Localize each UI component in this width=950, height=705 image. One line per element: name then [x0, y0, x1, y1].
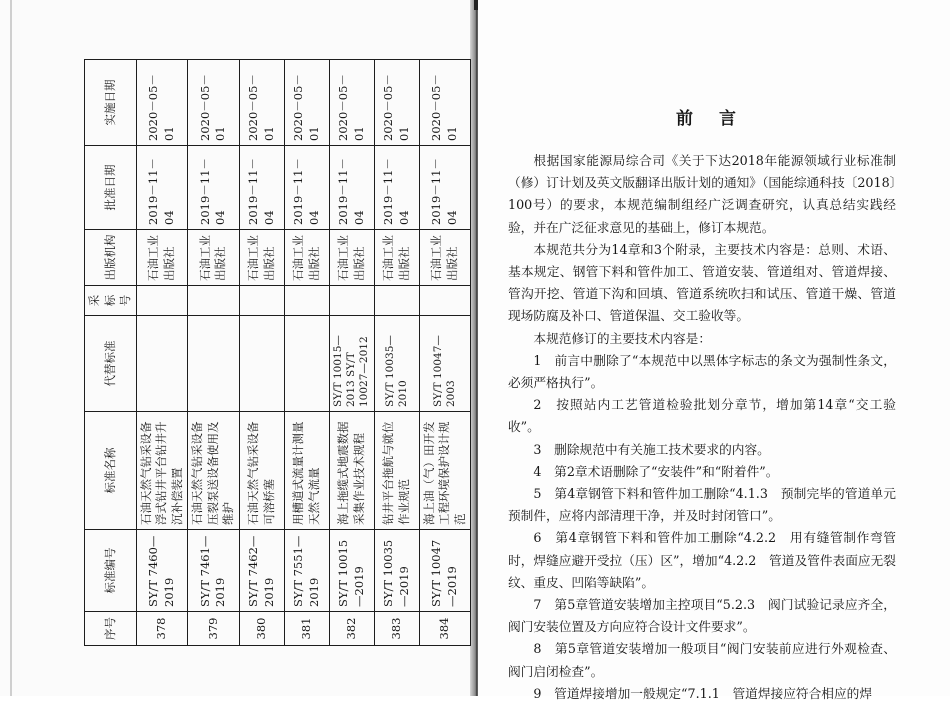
page-title: 前言: [676, 109, 762, 129]
cell-no: 378: [136, 612, 188, 646]
table-row: [239, 60, 284, 646]
cell-code: SY/T 10015—2019: [329, 530, 374, 612]
cell-replace: [239, 316, 284, 412]
cell-replace: SY/T 10035—2010: [374, 316, 419, 412]
table-row: [419, 60, 471, 646]
cell-publisher: 石油工业出版社: [188, 230, 240, 286]
cell-adopt: [419, 286, 471, 316]
table-header-row: [85, 60, 137, 646]
cell-publisher: 石油工业出版社: [374, 230, 419, 286]
cell-no: 382: [329, 612, 374, 646]
cell-name: 钻井平台拖航与就位作业规范: [374, 412, 419, 530]
cell-approve-date: 2019－11－04: [374, 146, 419, 230]
cell-publisher: 石油工业出版社: [136, 230, 188, 286]
change-item: 4 第2章术语删除了“安装件”和“附着件”。: [533, 463, 779, 479]
cell-impl-date: 2020－05－01: [188, 60, 240, 146]
cell-impl-date: 2020－05－01: [136, 60, 188, 146]
cell-replace: [284, 316, 329, 412]
cell-replace: [136, 316, 188, 412]
cell-code: SY/T 7462—2019: [239, 530, 284, 612]
cell-name: 用槽道式流量计测量天然气流量: [284, 412, 329, 530]
change-item: 9 管道焊接增加一般规定“7.1.1 管道焊接应符合相应的焊: [533, 685, 873, 701]
table-row: [188, 60, 240, 646]
cell-approve-date: 2019－11－04: [284, 146, 329, 230]
standards-table: [84, 59, 471, 646]
col-header-approve-date: 批准日期: [85, 146, 137, 230]
cell-publisher: 石油工业出版社: [284, 230, 329, 286]
table-row: [374, 60, 419, 646]
col-header-name: 标准名称: [85, 412, 137, 530]
cell-code: SY/T 10047—2019: [419, 530, 471, 612]
col-header-no: 序号: [85, 612, 137, 646]
change-item: 6 第4章钢管下料和管件加工删除“4.2.2 用有缝管制作弯管时，焊缝应避开受拉（压）区”，增加“4.2.2 管道及管件表面应无裂纹、重皮、凹陷等缺陷”。: [508, 530, 896, 590]
cell-publisher: 石油工业出版社: [239, 230, 284, 286]
cell-name: 海上拖缆式地震数据采集作业技术规程: [329, 412, 374, 530]
cell-no: 381: [284, 612, 329, 646]
cell-no: 379: [188, 612, 240, 646]
scope-paragraph: 本规范共分为14章和3个附录，主要技术内容是：总则、术语、基本规定、钢管下料和管件加工、管道安装、管道组对、管道焊接、管沟开挖、管道下沟和回填、管道系统吹扫和试压、管道干燥、管道现场防腐及补口、管道保温、交工验收等。: [508, 241, 896, 324]
cell-no: 383: [374, 612, 419, 646]
changes-heading: 本规范修订的主要技术内容是：: [533, 330, 712, 346]
preface-body: [508, 150, 896, 705]
cell-code: SY/T 7461—2019: [188, 530, 240, 612]
cell-name: 石油天然气钻采设备 压裂泵送设备使用及维护: [188, 412, 240, 530]
cell-impl-date: 2020－05－01: [284, 60, 329, 146]
cell-approve-date: 2019－11－04: [136, 146, 188, 230]
page-edge: [10, 0, 12, 696]
cell-impl-date: 2020－05－01: [239, 60, 284, 146]
cell-approve-date: 2019－11－04: [419, 146, 471, 230]
cell-code: SY/T 10035—2019: [374, 530, 419, 612]
col-header-adopt: 采标号: [85, 286, 137, 316]
cell-approve-date: 2019－11－04: [188, 146, 240, 230]
cell-adopt: [284, 286, 329, 316]
rotated-table-wrapper: [84, 60, 467, 646]
cell-name: 石油天然气钻采设备 浮式钻井平台钻井升沉补偿装置: [136, 412, 188, 530]
cell-adopt: [374, 286, 419, 316]
col-header-replace: 代替标准: [85, 316, 137, 412]
cell-adopt: [329, 286, 374, 316]
col-header-impl-date: 实施日期: [85, 60, 137, 146]
table-row: [329, 60, 374, 646]
table-row: [284, 60, 329, 646]
cell-approve-date: 2019－11－04: [239, 146, 284, 230]
cell-impl-date: 2020－05－01: [329, 60, 374, 146]
cell-no: 380: [239, 612, 284, 646]
cell-name: 石油天然气钻采设备 可溶桥塞: [239, 412, 284, 530]
cell-adopt: [136, 286, 188, 316]
change-item: 8 第5章管道安装增加一般项目“阀门安装前应进行外观检查、阀门启闭检查”。: [508, 641, 896, 679]
table-row: [136, 60, 188, 646]
change-item: 7 第5章管道安装增加主控项目“5.2.3 阀门试验记录应齐全，阀门安装位置及方向应符合设计文件要求”。: [508, 597, 896, 635]
cell-adopt: [239, 286, 284, 316]
cell-code: SY/T 7460—2019: [136, 530, 188, 612]
intro-paragraph: 根据国家能源局综合司《关于下达2018年能源领域行业标准制（修）订计划及英文版翻译出版计划的通知》（国能综通科技〔2018〕100号）的要求，本规范编制组经广泛调查研究，认真总结实践经验，并在广泛征求意见的基础上，修订本规范。: [508, 153, 896, 235]
cell-approve-date: 2019－11－04: [329, 146, 374, 230]
col-header-publisher: 出版机构: [85, 230, 137, 286]
cell-replace: SY/T 10015—2013 SY/T 10027—2012: [329, 316, 374, 412]
cell-impl-date: 2020－05－01: [419, 60, 471, 146]
cell-replace: [188, 316, 240, 412]
standards-table-area: [84, 60, 467, 646]
cell-replace: SY/T 10047—2003: [419, 316, 471, 412]
change-item: 5 第4章钢管下料和管件加工删除“4.1.3 预制完毕的管道单元预制件，应将内部清理干净，并及时封闭管口”。: [508, 486, 896, 524]
cell-code: SY/T 7551—2019: [284, 530, 329, 612]
cell-no: 384: [419, 612, 471, 646]
cell-name: 海上油（气）田开发工程环境保护设计规范: [419, 412, 471, 530]
col-header-code: 标准编号: [85, 530, 137, 612]
cell-impl-date: 2020－05－01: [374, 60, 419, 146]
change-item: 1 前言中删除了“本规范中以黑体字标志的条文为强制性条文，必须严格执行”。: [508, 352, 896, 391]
change-item: 3 删除规范中有关施工技术要求的内容。: [533, 441, 770, 457]
cell-adopt: [188, 286, 240, 316]
cell-publisher: 石油工业出版社: [419, 230, 471, 286]
change-item: 2 按照站内工艺管道检验批划分章节，增加第14章“交工验收”。: [508, 397, 896, 435]
cell-publisher: 石油工业出版社: [329, 230, 374, 286]
